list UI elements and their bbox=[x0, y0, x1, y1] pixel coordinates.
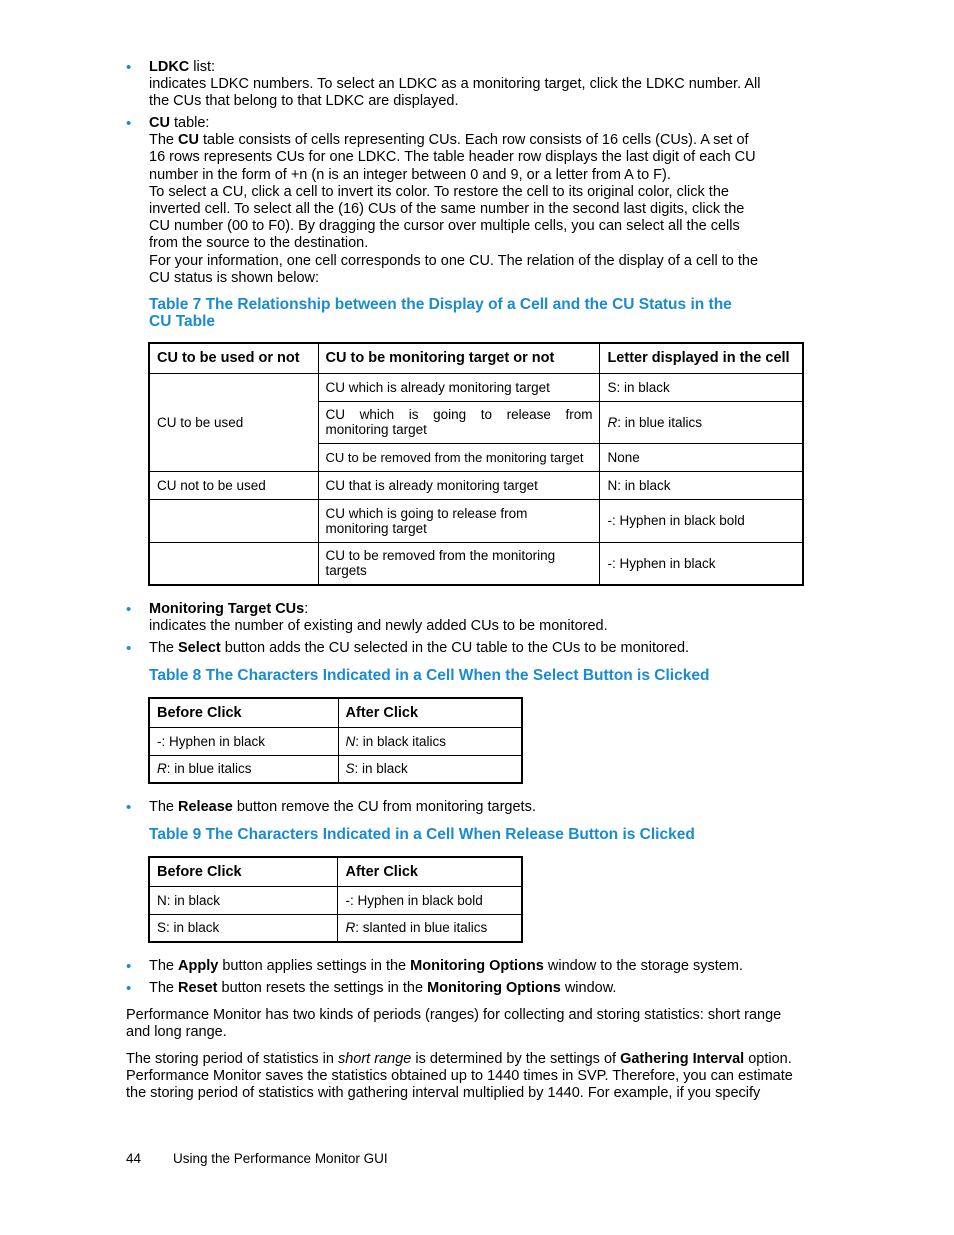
header-cell: After Click bbox=[338, 698, 522, 727]
table-cell: CU which is going to release from monitoring target bbox=[318, 499, 600, 542]
bullet-marker: • bbox=[126, 640, 132, 657]
bullet-marker: • bbox=[126, 799, 132, 816]
table7 bbox=[148, 342, 804, 586]
bullet-ldkc: • LDKC list: indicates LDKC numbers. To select an LDKC as a monitoring target, click the LDKC number. All the CUs that belong to that LDKC are displayed. bbox=[126, 59, 816, 111]
bullet-reset: • The Reset button resets the settings in the Monitoring Options window. bbox=[126, 980, 617, 997]
table-cell: N: in black bbox=[600, 471, 803, 499]
header-cell: CU to be used or not bbox=[149, 343, 318, 373]
bullet-marker: • bbox=[126, 601, 132, 618]
table8 bbox=[148, 697, 523, 784]
text-line: the CUs that belong to that LDKC are displayed. bbox=[149, 93, 459, 110]
text-line: For your information, one cell corresponds to one CU. The relation of the display of a cell to the bbox=[149, 252, 759, 269]
table-cell: CU to be removed from the monitoring targets bbox=[318, 542, 600, 585]
table-row bbox=[149, 373, 803, 401]
text-line: number in the form of +n (n is an integer between 0 and 9, or a letter from A to F). bbox=[149, 166, 671, 183]
table-cell: CU not to be used bbox=[149, 471, 318, 499]
table-cell: CU which is already monitoring target bbox=[318, 373, 600, 401]
bullet-marker: • bbox=[126, 115, 132, 132]
table-cell: -: Hyphen in black bbox=[149, 727, 338, 755]
text-line: inverted cell. To select all the (16) CUs of the same number in the second last digits, click the bbox=[149, 201, 745, 218]
table-cell: CU that is already monitoring target bbox=[318, 471, 600, 499]
table-row bbox=[149, 914, 522, 942]
table-cell: R: in blue italics bbox=[149, 755, 338, 783]
page-footer bbox=[126, 1151, 388, 1166]
bullet-cu-table: • CU table: The CU table consists of cells representing CUs. Each row consists of 16 cells (CUs). A set of 16 rows represents CUs for one LDKC. The table header row displays the last digit of each CU number in the form of +n (n is an integer between 0 and 9, or a letter from A to F). To select a CU, click a cell to invert its color. To restore the cell to its original color, click the inverted cell. To select all the (16) CUs of the same number in the second last digits, click the CU number (00 to F0). By dragging the cursor over multiple cells, you can select all the cells from the source to the destination. For your information, one cell corresponds to one CU. The relation of the display of a cell to the CU status is shown below: bbox=[126, 115, 816, 287]
table-cell: -: Hyphen in black bbox=[600, 542, 803, 585]
header-cell: After Click bbox=[338, 857, 522, 886]
table-cell: CU which is going to release from monitoring target bbox=[318, 401, 600, 443]
paragraph-storing-period: The storing period of statistics in short range is determined by the settings of Gathering Interval option. Performance Monitor saves the statistics obtained up to 1440 times in SVP. Therefore, you can estimate the storing period of statistics with gathering interval multiplied by 1440. For example, if you specify bbox=[126, 1051, 793, 1102]
paragraph-ranges: Performance Monitor has two kinds of periods (ranges) for collecting and storing statistics: short range and long range. bbox=[126, 1007, 782, 1041]
table-header-row bbox=[149, 343, 803, 373]
bullet-select: • The Select button adds the CU selected in the CU table to the CUs to be monitored. bbox=[126, 640, 690, 657]
table-cell: -: Hyphen in black bold bbox=[338, 886, 522, 914]
footer-title: Using the Performance Monitor GUI bbox=[173, 1151, 388, 1166]
group-cell: CU to be used bbox=[149, 373, 318, 471]
table-row bbox=[149, 727, 522, 755]
text-line: indicates the number of existing and newly added CUs to be monitored. bbox=[149, 618, 608, 635]
text-line: CU number (00 to F0). By dragging the cursor over multiple cells, you can select all the cells bbox=[149, 218, 740, 235]
table9 bbox=[148, 856, 523, 943]
table-cell: S: in black bbox=[600, 373, 803, 401]
bullet-release: • The Release button remove the CU from monitoring targets. bbox=[126, 799, 536, 816]
term-cu: CU bbox=[149, 115, 170, 131]
bullet-monitoring-target-cus: • Monitoring Target CUs: indicates the number of existing and newly added CUs to be monitored. bbox=[126, 601, 816, 635]
table-cell bbox=[149, 499, 318, 542]
table9-caption: Table 9 The Characters Indicated in a Cell When Release Button is Clicked bbox=[149, 826, 695, 843]
table-cell: S: in black bbox=[149, 914, 338, 942]
table8-caption: Table 8 The Characters Indicated in a Cell When the Select Button is Clicked bbox=[149, 667, 710, 684]
table-cell: CU to be removed from the monitoring target bbox=[318, 443, 600, 471]
header-cell: Letter displayed in the cell bbox=[600, 343, 803, 373]
page-number: 44 bbox=[126, 1151, 142, 1166]
table-cell: None bbox=[600, 443, 803, 471]
header-cell: CU to be monitoring target or not bbox=[318, 343, 600, 373]
table-row bbox=[149, 886, 522, 914]
table7-caption: Table 7 The Relationship between the Display of a Cell and the CU Status in the CU Table bbox=[149, 296, 732, 330]
table-row bbox=[149, 499, 803, 542]
table-row bbox=[149, 542, 803, 585]
table-cell: N: in black italics bbox=[338, 727, 522, 755]
table-header-row bbox=[149, 698, 522, 727]
term-ldkc: LDKC bbox=[149, 59, 190, 75]
bullet-marker: • bbox=[126, 980, 132, 997]
table-header-row bbox=[149, 857, 522, 886]
table-cell: R: in blue italics bbox=[600, 401, 803, 443]
header-cell: Before Click bbox=[149, 698, 338, 727]
table-cell: R: slanted in blue italics bbox=[338, 914, 522, 942]
text-line: CU status is shown below: bbox=[149, 269, 320, 286]
table-row bbox=[149, 471, 803, 499]
text-line: To select a CU, click a cell to invert its color. To restore the cell to its original color, click the bbox=[149, 183, 729, 200]
text-line: indicates LDKC numbers. To select an LDKC as a monitoring target, click the LDKC number. All bbox=[149, 76, 761, 93]
text-line: from the source to the destination. bbox=[149, 235, 369, 252]
text-line: 16 rows represents CUs for one LDKC. The table header row displays the last digit of each CU bbox=[149, 149, 756, 166]
table-cell: S: in black bbox=[338, 755, 522, 783]
table-cell bbox=[149, 542, 318, 585]
bullet-marker: • bbox=[126, 958, 132, 975]
header-cell: Before Click bbox=[149, 857, 338, 886]
bullet-marker: • bbox=[126, 59, 132, 76]
bullet-apply: • The Apply button applies settings in the Monitoring Options window to the storage system. bbox=[126, 958, 743, 975]
table-cell: N: in black bbox=[149, 886, 338, 914]
table-row bbox=[149, 755, 522, 783]
table-cell: -: Hyphen in black bold bbox=[600, 499, 803, 542]
